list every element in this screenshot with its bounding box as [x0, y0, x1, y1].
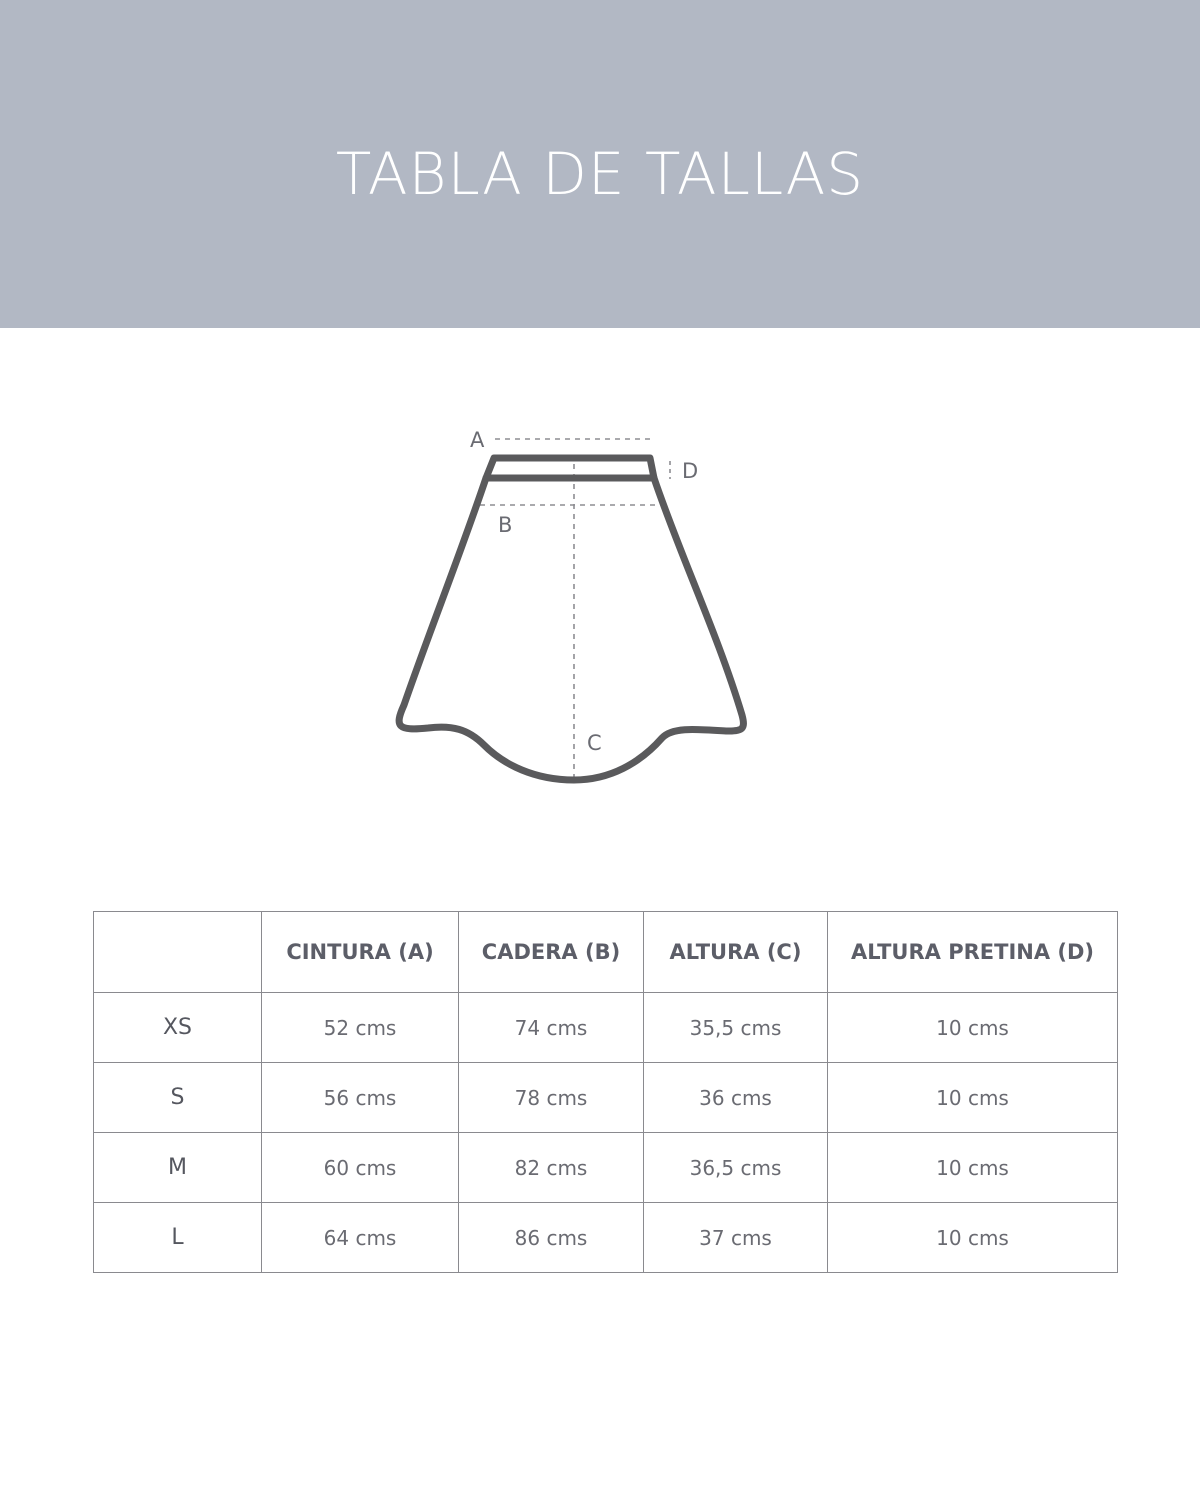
table-row [94, 1063, 1118, 1133]
table-cell: 10 cms [828, 1133, 1118, 1203]
skirt-outline [399, 458, 743, 780]
column-header-altura: ALTURA (C) [644, 912, 828, 993]
header-band [0, 0, 1200, 328]
column-header-cadera: CADERA (B) [459, 912, 644, 993]
table-cell: 35,5 cms [644, 993, 828, 1063]
table-row [94, 993, 1118, 1063]
table-cell: 78 cms [459, 1063, 644, 1133]
table-cell: 82 cms [459, 1133, 644, 1203]
page-title: TABLA DE TALLAS [335, 140, 865, 208]
table-cell: 64 cms [262, 1203, 459, 1273]
corner-cell [94, 912, 262, 993]
label-c: C [587, 731, 602, 755]
table-row [94, 1133, 1118, 1203]
table-row [94, 1203, 1118, 1273]
table-cell: 37 cms [644, 1203, 828, 1273]
size-label: M [94, 1133, 262, 1203]
size-label: L [94, 1203, 262, 1273]
table-cell: 52 cms [262, 993, 459, 1063]
table-cell: 10 cms [828, 1203, 1118, 1273]
table-cell: 10 cms [828, 1063, 1118, 1133]
table-cell: 36,5 cms [644, 1133, 828, 1203]
label-d: D [682, 459, 699, 483]
skirt-diagram [380, 415, 780, 805]
size-label: XS [94, 993, 262, 1063]
label-a: A [470, 428, 485, 452]
table-cell: 60 cms [262, 1133, 459, 1203]
table-cell: 74 cms [459, 993, 644, 1063]
table-cell: 36 cms [644, 1063, 828, 1133]
table-header-row [94, 912, 1118, 993]
column-header-altura-pretina: ALTURA PRETINA (D) [828, 912, 1118, 993]
label-b: B [498, 513, 513, 537]
column-header-cintura: CINTURA (A) [262, 912, 459, 993]
table-cell: 10 cms [828, 993, 1118, 1063]
size-table [93, 911, 1118, 1273]
table-cell: 56 cms [262, 1063, 459, 1133]
size-label: S [94, 1063, 262, 1133]
table-cell: 86 cms [459, 1203, 644, 1273]
